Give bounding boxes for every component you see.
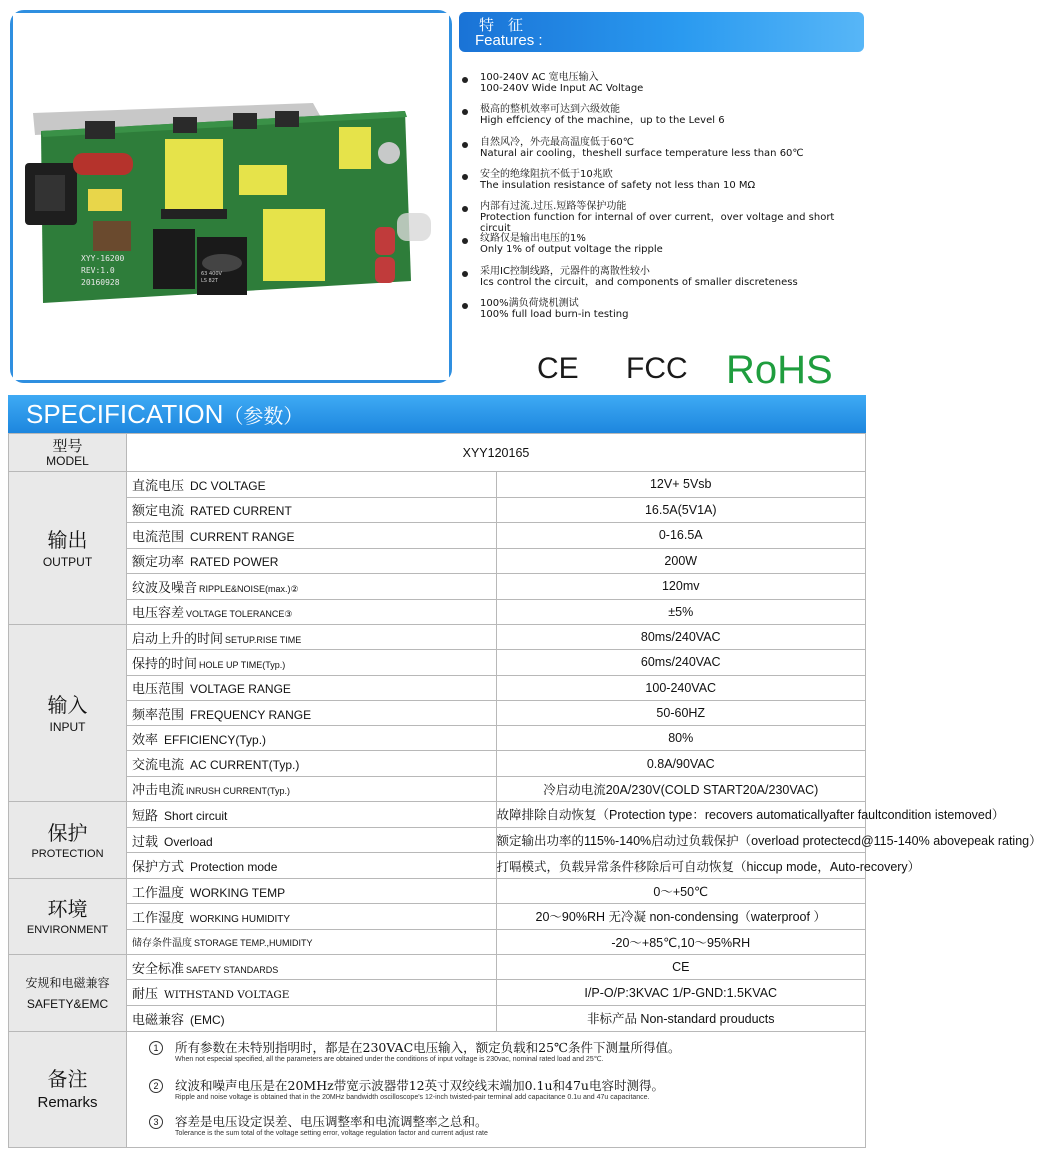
board-label-3: 20160928 bbox=[81, 278, 120, 287]
safety-category: 安规和电磁兼容 SAFETY&EMC bbox=[9, 954, 127, 1031]
table-row: 额定功率 RATED POWER 200W bbox=[9, 548, 866, 574]
board-label-2: REV:1.0 bbox=[81, 266, 115, 275]
remarks-category: 备注 Remarks bbox=[9, 1031, 127, 1147]
features-title-cn: 特征 bbox=[479, 16, 538, 34]
table-row: 储存条件温度 STORAGE TEMP.,HUMIDITY -20～+85℃,10～95%RH bbox=[9, 929, 866, 954]
table-row: 输入 INPUT 启动上升的时间 SETUP.RISE TIME 80ms/240VAC bbox=[9, 625, 866, 650]
ce-mark: CE bbox=[537, 352, 579, 385]
table-row: 额定电流 RATED CURRENT 16.5A(5V1A) bbox=[9, 497, 866, 523]
bullet-icon bbox=[462, 174, 468, 180]
feature-item: 内部有过流.过压.短路等保护功能 Protection function for internal of over current，over voltage and short circuit bbox=[462, 201, 867, 233]
table-row: 保护 PROTECTION 短路 Short circuit 故障排除自动恢复（Protection type：recovers automaticallyafter faultcondition istemoved） bbox=[9, 802, 866, 828]
feature-item: 100%满负荷烧机测试 100% full load burn-in testing bbox=[462, 298, 867, 330]
board-label-1: XYY-16200 bbox=[81, 254, 125, 263]
table-row: 电磁兼容 (EMC) 非标产品 Non-standard prouducts bbox=[9, 1006, 866, 1032]
features-header bbox=[459, 12, 864, 52]
table-row: 电压容差 VOLTAGE TOLERANCE③ ±5% bbox=[9, 599, 866, 625]
table-row: 效率 EFFICIENCY(Typ.) 80% bbox=[9, 726, 866, 751]
feature-item: 自然风冷，外壳最高温度低于60℃ Natural air cooling，theshell surface temperature less than 60℃ bbox=[462, 137, 867, 169]
specification-title: SPECIFICATION bbox=[26, 399, 224, 429]
input-category: 输入 INPUT bbox=[9, 625, 127, 802]
table-row: 电压范围 VOLTAGE RANGE 100-240VAC bbox=[9, 675, 866, 700]
feature-item: 采用IC控制线路，元器件的离散性较小 Ics control the circuit，and components of smaller discreteness bbox=[462, 266, 867, 298]
table-row: 输出 OUTPUT 直流电压 DC VOLTAGE 12V+ 5Vsb bbox=[9, 472, 866, 498]
protection-category: 保护 PROTECTION bbox=[9, 802, 127, 879]
feature-item: 安全的绝缘阻抗不低于10兆欧 The insulation resistance of safety not less than 10 MΩ bbox=[462, 169, 867, 201]
power-board-image bbox=[13, 13, 449, 380]
list-item: 3 容差是电压设定误差、电压调整率和电流调整率之总和。 Tolerance is the sum total of the voltage setting error, voltage regulation factor and current adjust rate bbox=[149, 1114, 865, 1144]
feature-item: 纹路仅是输出电压的1% Only 1% of output voltage the ripple bbox=[462, 233, 867, 265]
specification-title-cn: （参数） bbox=[223, 404, 304, 428]
bullet-icon bbox=[462, 206, 468, 212]
capacitor-label-1: 63 400V bbox=[201, 271, 222, 277]
bullet-icon bbox=[462, 303, 468, 309]
table-row bbox=[9, 434, 866, 472]
bullet-icon bbox=[462, 238, 468, 244]
table-row: 纹波及噪音 RIPPLE&NOISE(max.)② 120mv bbox=[9, 574, 866, 600]
specification-table bbox=[8, 433, 1042, 1148]
features-title-en: Features : bbox=[475, 32, 543, 49]
table-row: 电流范围 CURRENT RANGE 0-16.5A bbox=[9, 523, 866, 549]
bullet-icon bbox=[462, 142, 468, 148]
table-row: 安规和电磁兼容 SAFETY&EMC 安全标准 SAFETY STANDARDS CE bbox=[9, 954, 866, 980]
environment-category: 环境 ENVIRONMENT bbox=[9, 879, 127, 955]
bullet-icon bbox=[462, 109, 468, 115]
table-row: 交流电流 AC CURRENT(Typ.) 0.8A/90VAC bbox=[9, 751, 866, 776]
table-row bbox=[9, 1031, 866, 1147]
table-row: 保持的时间 HOLE UP TIME(Typ.) 60ms/240VAC bbox=[9, 650, 866, 675]
list-item: 1 所有参数在未特别指明时，都是在230VAC电压输入，额定负载和25℃条件下测量所得值。 When not especial specified, all the parameters are obtained under the conditions of input voltage is 230vac, nominal rated load and 25℃. bbox=[149, 1040, 865, 1078]
table-row: 冲击电流 INRUSH CURRENT(Typ.) 冷启动电流20A/230V(COLD START20A/230VAC) bbox=[9, 776, 866, 801]
table-row: 耐压 WITHSTAND VOLTAGE I/P-O/P:3KVAC 1/P-GND:1.5KVAC bbox=[9, 980, 866, 1006]
output-category: 输出 OUTPUT bbox=[9, 472, 127, 625]
bullet-icon bbox=[462, 271, 468, 277]
remarks-list bbox=[127, 1031, 866, 1147]
specification-header bbox=[8, 395, 866, 433]
table-row: 保护方式 Protection mode 打嗝模式，负载异常条件移除后可自动恢复（hiccup mode，Auto-recovery） bbox=[9, 853, 866, 879]
product-photo-frame bbox=[10, 10, 452, 383]
feature-item: 100-240V AC 宽电压输入 100-240V Wide Input AC Voltage bbox=[462, 72, 867, 104]
features-list bbox=[462, 72, 867, 330]
table-row: 工作湿度 WORKING HUMIDITY 20～90%RH 无冷凝 non-condensing（waterproof ） bbox=[9, 904, 866, 929]
table-row: 过载 Overload 额定输出功率的115%-140%启动过负载保护（overload protectecd@115-140% abovepeak rating） bbox=[9, 827, 866, 853]
table-row: 环境 ENVIRONMENT 工作温度 WORKING TEMP 0～+50℃ bbox=[9, 879, 866, 904]
fcc-mark: FCC bbox=[626, 352, 688, 385]
feature-item: 极高的整机效率可达到六级效能 High effciency of the machine，up to the Level 6 bbox=[462, 104, 867, 136]
model-category: 型号 MODEL bbox=[9, 434, 127, 472]
model-value: XYY120165 bbox=[127, 434, 866, 472]
list-item: 2 纹波和噪声电压是在20MHz带宽示波器带12英寸双绞线末端加0.1u和47u电容时测得。 Ripple and noise voltage is obtained that in the 20MHz bandwidth oscilloscope's 12-inch twisted-pair terminal add capacitance 0.1u and 47u capacitance. bbox=[149, 1078, 865, 1114]
bullet-icon bbox=[462, 77, 468, 83]
rohs-mark: RoHS bbox=[726, 348, 833, 392]
capacitor-label-2: LS 82T bbox=[201, 278, 218, 284]
table-row: 频率范围 FREQUENCY RANGE 50-60HZ bbox=[9, 700, 866, 725]
